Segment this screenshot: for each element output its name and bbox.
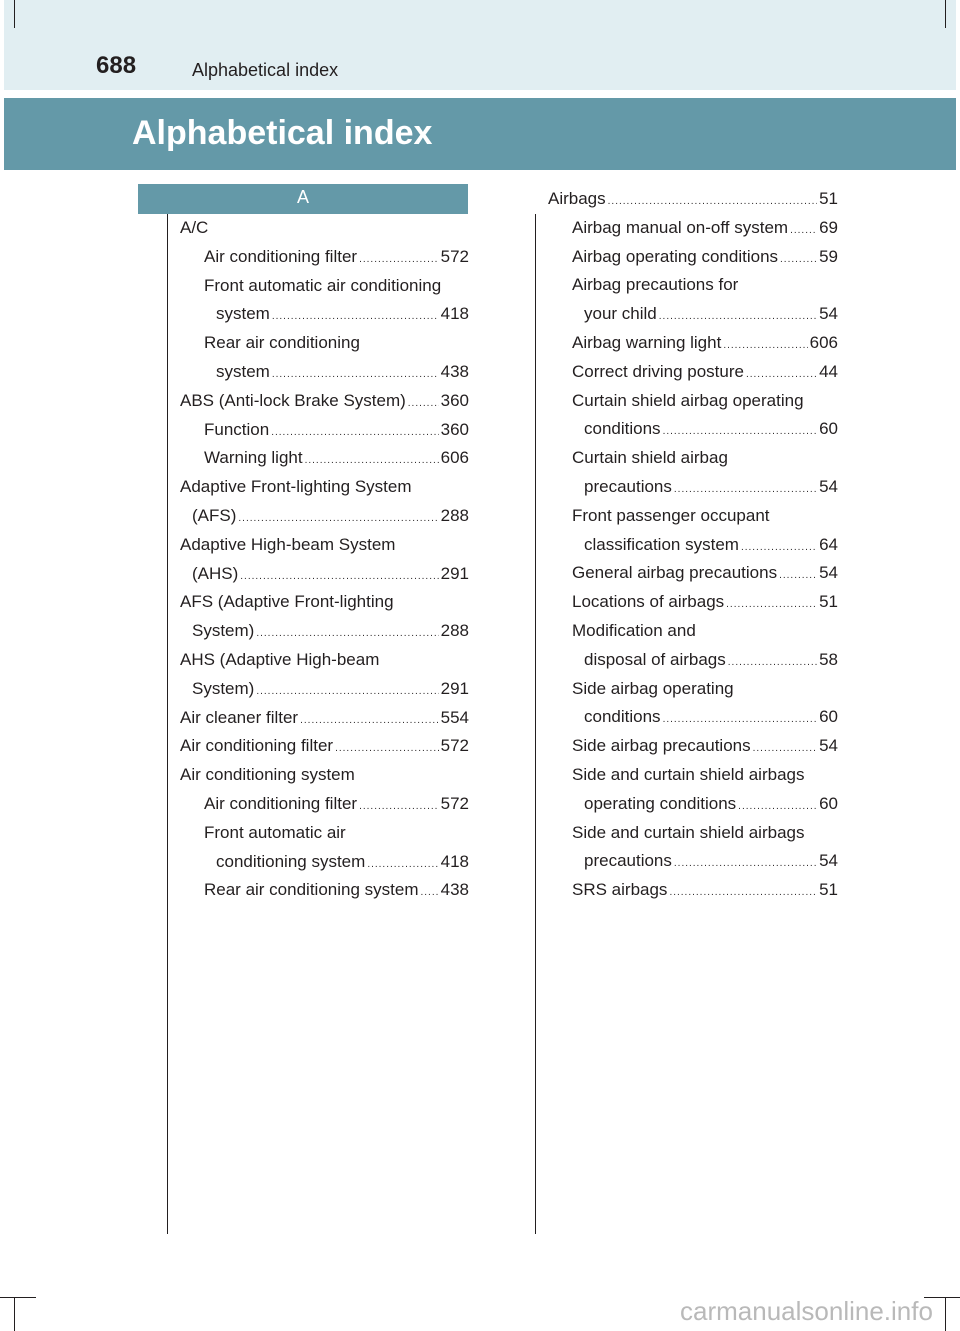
dot-leader <box>272 303 439 332</box>
entry-term: Airbag manual on-off system <box>572 217 789 237</box>
index-entry-heading: Side airbag operating <box>572 678 734 698</box>
page-reference[interactable]: 438 <box>440 361 469 381</box>
index-entry <box>204 243 469 272</box>
page-reference[interactable]: 54 <box>819 851 838 871</box>
header-band <box>4 0 956 90</box>
page-reference[interactable]: 418 <box>440 304 469 324</box>
dot-leader <box>790 217 817 246</box>
entry-term: disposal of airbags <box>584 649 726 669</box>
crop-mark <box>945 1297 946 1331</box>
dot-leader <box>408 390 439 419</box>
index-entry <box>572 329 838 358</box>
page-reference[interactable]: 288 <box>440 621 469 641</box>
entry-term: precautions <box>584 851 672 871</box>
entry-term: Air conditioning filter <box>204 246 358 266</box>
dot-leader <box>256 620 438 649</box>
index-entry <box>216 358 469 387</box>
index-entry <box>584 473 838 502</box>
dot-leader <box>300 707 439 736</box>
index-entry <box>180 704 469 733</box>
entry-term: conditioning system <box>216 851 366 871</box>
index-entry-heading: Side and curtain shield airbags <box>572 764 805 784</box>
page-reference[interactable]: 51 <box>819 189 838 208</box>
dot-leader <box>272 361 439 390</box>
index-entry <box>548 185 838 214</box>
index-entry-heading: Rear air conditioning <box>204 333 360 353</box>
entry-term: your child <box>584 304 657 324</box>
entry-term: Air conditioning filter <box>180 736 334 756</box>
entry-term: precautions <box>584 476 672 496</box>
page-reference[interactable]: 288 <box>440 505 469 525</box>
index-entry-heading: Front automatic air <box>204 822 346 842</box>
page-reference[interactable]: 58 <box>819 649 838 669</box>
running-header: Alphabetical index <box>192 60 339 80</box>
page-reference[interactable]: 54 <box>819 304 838 324</box>
index-entry <box>584 531 838 560</box>
index-entry <box>572 559 838 588</box>
page-reference[interactable]: 51 <box>819 592 838 612</box>
index-entry <box>204 790 469 819</box>
index-entry <box>192 560 469 589</box>
entry-term: Airbag warning light <box>572 332 722 352</box>
index-entry-heading: Curtain shield airbag operating <box>572 390 804 410</box>
dot-leader <box>746 361 817 390</box>
dot-leader <box>779 562 817 591</box>
page-reference[interactable]: 572 <box>440 246 469 266</box>
index-entry <box>584 300 838 329</box>
page-reference[interactable]: 60 <box>819 793 838 813</box>
index-entry <box>584 415 838 444</box>
page-reference[interactable]: 54 <box>819 736 838 756</box>
page-reference[interactable]: 572 <box>440 793 469 813</box>
page-reference[interactable]: 418 <box>440 851 469 871</box>
watermark: carmanualsonline.info <box>680 1296 933 1326</box>
page-reference[interactable]: 69 <box>819 217 838 237</box>
index-entry-heading: Airbag precautions for <box>572 275 739 295</box>
page-reference[interactable]: 291 <box>440 563 469 583</box>
dot-leader <box>728 649 817 678</box>
index-entry <box>584 646 838 675</box>
page-reference[interactable]: 438 <box>440 880 469 900</box>
dot-leader <box>359 793 439 822</box>
page-reference[interactable]: 554 <box>440 707 469 727</box>
page-reference[interactable]: 64 <box>819 534 838 554</box>
index-entry <box>180 387 469 416</box>
page-reference[interactable]: 291 <box>440 678 469 698</box>
index-left-column <box>180 214 469 905</box>
index-entry-heading: AHS (Adaptive High-beam <box>180 649 380 669</box>
index-entry <box>572 588 838 617</box>
index-entry <box>572 732 838 761</box>
dot-leader <box>240 563 438 592</box>
letter-heading: A <box>138 184 468 214</box>
index-entry <box>216 848 469 877</box>
entry-term: system <box>216 304 270 324</box>
index-entry-heading: AFS (Adaptive Front-lighting <box>180 592 394 612</box>
dot-leader <box>663 418 818 447</box>
index-entry <box>572 876 838 905</box>
entry-term: Air conditioning filter <box>204 793 358 813</box>
index-entry <box>216 300 469 329</box>
index-entry <box>584 703 838 732</box>
entry-term: (AHS) <box>192 563 239 583</box>
entry-term: Locations of airbags <box>572 592 725 612</box>
entry-term: (AFS) <box>192 505 237 525</box>
entry-term: classification system <box>584 534 739 554</box>
right-column-rule <box>535 214 536 1234</box>
dot-leader <box>367 851 438 880</box>
dot-leader <box>674 850 817 879</box>
dot-leader <box>669 879 817 908</box>
index-entry-heading: Front passenger occupant <box>572 505 770 525</box>
crop-mark <box>945 0 946 28</box>
page-number: 688 <box>96 52 137 79</box>
dot-leader <box>359 246 439 275</box>
entry-term: ABS (Anti-lock Brake System) <box>180 390 406 410</box>
index-entry-heading: Side and curtain shield airbags <box>572 822 805 842</box>
entry-term: Side airbag precautions <box>572 736 751 756</box>
page-reference[interactable]: 360 <box>440 419 469 439</box>
page-reference[interactable]: 572 <box>440 736 469 756</box>
page-reference[interactable]: 360 <box>440 390 469 410</box>
dot-leader <box>723 332 807 361</box>
entry-term: Air cleaner filter <box>180 707 299 727</box>
entry-term: system <box>216 361 270 381</box>
entry-term: conditions <box>584 707 661 727</box>
index-entry <box>572 214 838 243</box>
dot-leader <box>271 419 438 448</box>
dot-leader <box>674 476 817 505</box>
crop-mark <box>14 1297 15 1331</box>
index-entry-heading: Front automatic air conditioning <box>204 275 442 295</box>
index-entry <box>180 732 469 761</box>
entry-term: System) <box>192 678 255 698</box>
index-entry-heading: Curtain shield airbag <box>572 448 728 468</box>
index-entry <box>204 416 469 445</box>
page-reference[interactable]: 51 <box>819 880 838 900</box>
dot-leader <box>780 246 817 275</box>
dot-leader <box>659 303 817 332</box>
page-reference[interactable]: 54 <box>819 476 838 496</box>
index-entry-heading: Air conditioning system <box>180 765 355 785</box>
index-entry <box>192 675 469 704</box>
page-reference[interactable]: 60 <box>819 707 838 727</box>
dot-leader <box>335 735 439 764</box>
page-reference[interactable]: 44 <box>819 361 838 381</box>
dot-leader <box>753 735 817 764</box>
page-reference[interactable]: 60 <box>819 419 838 439</box>
index-entry-heading: A/C <box>180 218 209 237</box>
entry-term: operating conditions <box>584 793 737 813</box>
entry-term: Correct driving posture <box>572 361 744 381</box>
page-reference[interactable]: 59 <box>819 246 838 266</box>
dot-leader <box>420 879 438 908</box>
index-entry <box>192 617 469 646</box>
entry-term: Rear air conditioning system <box>204 880 419 900</box>
entry-term: General airbag precautions <box>572 563 778 583</box>
index-entry-heading: Modification and <box>572 620 696 640</box>
index-entry <box>584 790 838 819</box>
entry-term: Warning light <box>204 448 303 468</box>
index-entry <box>204 444 469 473</box>
page-title: Alphabetical index <box>132 114 433 152</box>
index-entry <box>572 358 838 387</box>
entry-term: SRS airbags <box>572 880 668 900</box>
dot-leader <box>738 793 817 822</box>
index-entry-heading: Adaptive Front-lighting System <box>180 477 412 497</box>
entry-term: Function <box>204 419 270 439</box>
dot-leader <box>238 505 438 534</box>
dot-leader <box>663 706 818 735</box>
dot-leader <box>608 188 817 217</box>
page-reference[interactable]: 54 <box>819 563 838 583</box>
entry-term: conditions <box>584 419 661 439</box>
index-right-column <box>548 185 838 905</box>
crop-mark <box>14 0 15 28</box>
left-column-rule <box>167 214 168 1234</box>
index-entry <box>572 243 838 272</box>
crop-mark <box>0 1297 36 1298</box>
dot-leader <box>256 678 438 707</box>
page-reference[interactable]: 606 <box>440 448 469 468</box>
index-entry <box>192 502 469 531</box>
entry-term: Airbags <box>548 189 606 208</box>
index-entry-heading: Adaptive High-beam System <box>180 534 396 554</box>
entry-term: Airbag operating conditions <box>572 246 779 266</box>
index-entry <box>584 847 838 876</box>
page-reference[interactable]: 606 <box>809 332 838 352</box>
entry-term: System) <box>192 621 255 641</box>
dot-leader <box>305 447 439 476</box>
dot-leader <box>741 534 817 563</box>
index-entry <box>204 876 469 905</box>
dot-leader <box>726 591 817 620</box>
